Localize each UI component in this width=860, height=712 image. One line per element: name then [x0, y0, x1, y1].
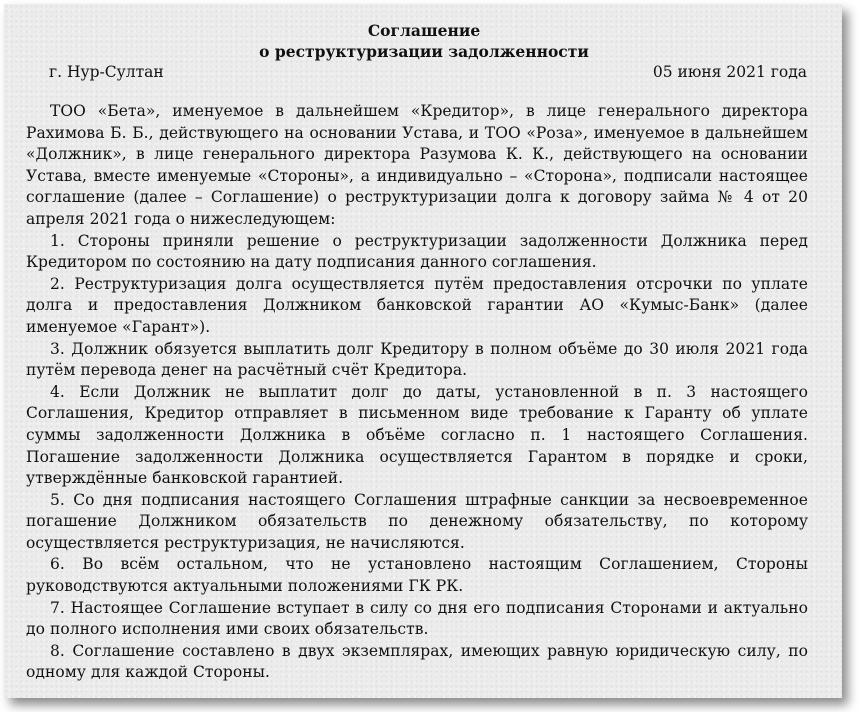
clause-8: 8. Соглашение составлено в двух экземплярах, имеющих равную юридическую силу, по одному для каждой Стороны.: [26, 641, 808, 682]
document-date: 05 июня 2021 года: [652, 63, 807, 81]
place-date-row: [26, 62, 808, 83]
document-sheet: [4, 4, 842, 698]
clause-4: 4. Если Должник не выплатит долг до даты, установленной в п. 3 настоящего Соглашения, Кредитор отправляет в письменном виде требование к Гаранту об уплате суммы задолженности Должника в объёме согласно п. 1 настоящего Соглашения. Погашение задолженности Должника осуществляется Гарантом в порядке и сроки, утверждённые банковской гарантией.: [26, 382, 808, 488]
city: г. Нур-Султан: [49, 63, 164, 81]
title-line-1: Соглашение: [367, 21, 481, 40]
title-line-2: о реструктуризации задолженности: [259, 42, 589, 61]
document-title: [40, 20, 808, 62]
clause-7: 7. Настоящее Соглашение вступает в силу со дня его подписания Сторонами и актуально до полного исполнения ими своих обязательств.: [26, 598, 808, 639]
clause-1: 1. Стороны приняли решение о реструктуризации задолженности Должника перед Кредитором по состоянию на дату подписания данного соглашения.: [26, 231, 808, 272]
clause-6: 6. Во всём остальном, что не установлено настоящим Соглашением, Стороны руководствуются актуальными положениями ГК РК.: [26, 555, 808, 596]
clause-5: 5. Со дня подписания настоящего Соглашения штрафные санкции за несвоевременное погашение Должником обязательств по денежному обязательству, по которому осуществляется реструктуризация, не начисляются.: [26, 490, 808, 552]
clause-2: 2. Реструктуризация долга осуществляется путём предоставления отсрочки по уплате долга и предоставления Должником банковской гарантии АО «Кумыс-Банк» (далее именуемое «Гарант»).: [26, 274, 808, 336]
clause-3: 3. Должник обязуется выплатить долг Кредитору в полном объёме до 30 июля 2021 года путём перевода денег на расчётный счёт Кредитора.: [26, 339, 808, 380]
preamble: ТОО «Бета», именуемое в дальнейшем «Кредитор», в лице генерального директора Рахимова Б. Б., действующего на основании Устава, и ТОО «Роза», именуемое в дальнейшем «Должник», в лице генерального директора Разумова К. К., действующего на основании Устава, вместе именуемые «Стороны», а индивидуально – «Сторона», подписали настоящее соглашение (далее – Соглашение) о реструктуризации долга к договору займа № 4 от 20 апреля 2021 года о нижеследующем:: [26, 102, 808, 228]
